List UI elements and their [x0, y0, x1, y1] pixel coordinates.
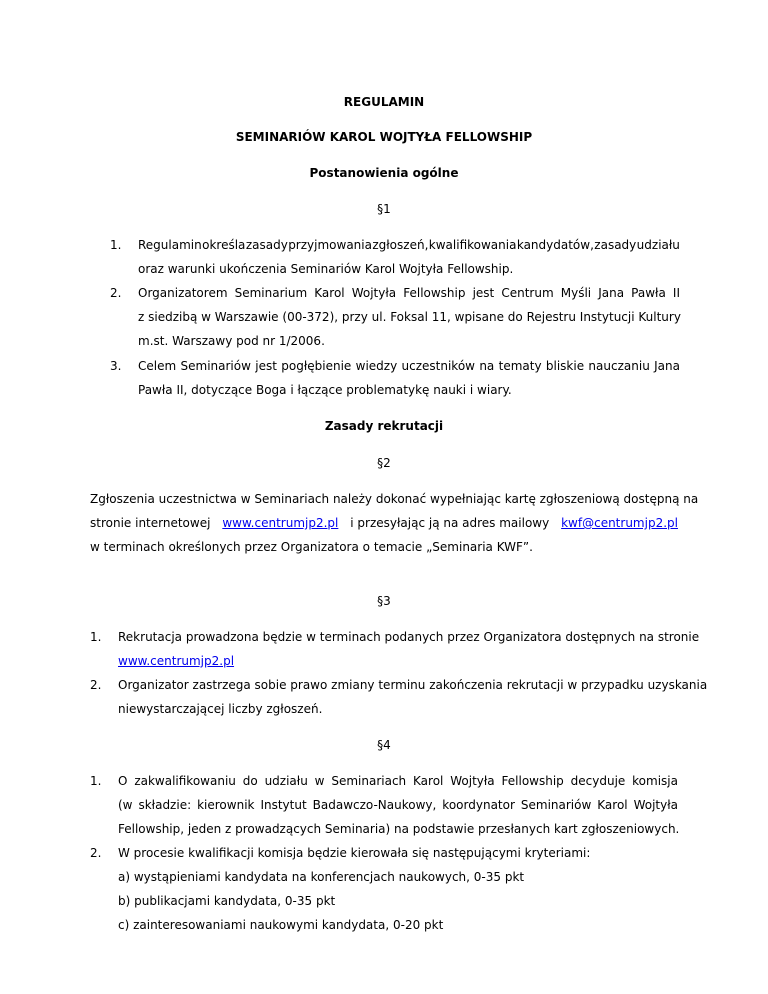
document-subtitle: SEMINARIÓW KAROL WOJTYŁA FELLOWSHIP — [235, 130, 533, 144]
paragraph-sign-1: §1 — [377, 202, 391, 216]
list-item-text: W procesie kwalifikacji komisja będzie kierowała się następującymi kryteriami: — [118, 846, 591, 860]
paragraph-sign-3: §3 — [377, 594, 391, 608]
word: zasady — [594, 238, 637, 252]
paragraph-text: w terminach określonych przez Organizatora o temacie „Seminaria KWF”. — [90, 540, 533, 554]
document-title: REGULAMIN — [343, 95, 425, 109]
list-item-text: niewystarczającej liczby zgłoszeń. — [118, 702, 323, 716]
list-item-text: Organizator zastrzega sobie prawo zmiany terminu zakończenia rekrutacji w przypadku uzyskania — [118, 678, 708, 692]
list-item-text: Rekrutacja prowadzona będzie w terminach podanych przez Organizatora dostępnych na stronie — [118, 630, 700, 644]
section-heading-recruitment: Zasady rekrutacji — [324, 419, 444, 433]
word: kwalifikowania — [428, 238, 517, 252]
list-item-text: Pawła II, dotyczące Boga i łączące problematykę nauki i wiary. — [138, 383, 512, 397]
list-item-text — [118, 654, 234, 668]
website-link[interactable]: www.centrumjp2.pl — [222, 516, 339, 530]
word: przyjmowania — [288, 238, 372, 252]
paragraph-text: Zgłoszenia uczestnictwa w Seminariach należy dokonać wypełniając kartę zgłoszeniową dostępną na — [90, 492, 699, 506]
list-item-text — [138, 238, 680, 252]
list-item-text: Celem Seminariów jest pogłębienie wiedzy uczestników na tematy bliskie nauczaniu Jana — [138, 359, 680, 373]
list-item-text: Fellowship, jeden z prowadzących Seminaria) na podstawie przesłanych kart zgłoszeniowych. — [118, 822, 680, 836]
list-item-text: m.st. Warszawy pod nr 1/2006. — [138, 334, 325, 348]
paragraph-sign-2: §2 — [377, 456, 391, 470]
list-item-number: 1. — [90, 774, 102, 788]
criteria-item: b) publikacjami kandydata, 0-35 pkt — [118, 894, 336, 908]
paragraph-sign-4: §4 — [377, 738, 391, 752]
email-link[interactable]: kwf@centrumjp2.pl — [561, 516, 678, 530]
list-item-number: 2. — [90, 678, 102, 692]
section-heading-general: Postanowienia ogólne — [309, 166, 459, 180]
list-item-number: 1. — [110, 238, 122, 252]
list-item-number: 1. — [90, 630, 102, 644]
criteria-item: c) zainteresowaniami naukowymi kandydata, 0-20 pkt — [118, 918, 444, 932]
list-item-text: Organizatorem Seminarium Karol Wojtyła Fellowship jest Centrum Myśli Jana Pawła II — [138, 286, 680, 300]
list-item-number: 2. — [110, 286, 122, 300]
document-page — [90, 0, 708, 994]
criteria-item: a) wystąpieniami kandydata na konferencjach naukowych, 0-35 pkt — [118, 870, 525, 884]
paragraph-text-with-links — [90, 516, 678, 530]
list-item-number: 2. — [90, 846, 102, 860]
list-item-text: oraz warunki ukończenia Seminariów Karol Wojtyła Fellowship. — [138, 262, 514, 276]
word: zasady — [245, 238, 288, 252]
word: kandydatów, — [516, 238, 594, 252]
list-item-text: O zakwalifikowaniu do udziału w Seminariach Karol Wojtyła Fellowship decyduje komisja — [118, 774, 678, 788]
word: udziału — [636, 238, 680, 252]
word: Regulamin — [138, 238, 202, 252]
website-link[interactable]: www.centrumjp2.pl — [118, 654, 235, 668]
word: określa — [202, 238, 246, 252]
list-item-text: z siedzibą w Warszawie (00-372), przy ul. Foksal 11, wpisane do Rejestru Instytucji Kultury — [138, 310, 681, 324]
list-item-number: 3. — [110, 359, 122, 373]
word: zgłoszeń, — [372, 238, 429, 252]
paragraph-text: i przesyłając ją na adres mailowy — [350, 516, 550, 530]
list-item-text: (w składzie: kierownik Instytut Badawczo-Naukowy, koordynator Seminariów Karol Wojtyła — [118, 798, 678, 812]
paragraph-text: stronie internetowej — [90, 516, 211, 530]
